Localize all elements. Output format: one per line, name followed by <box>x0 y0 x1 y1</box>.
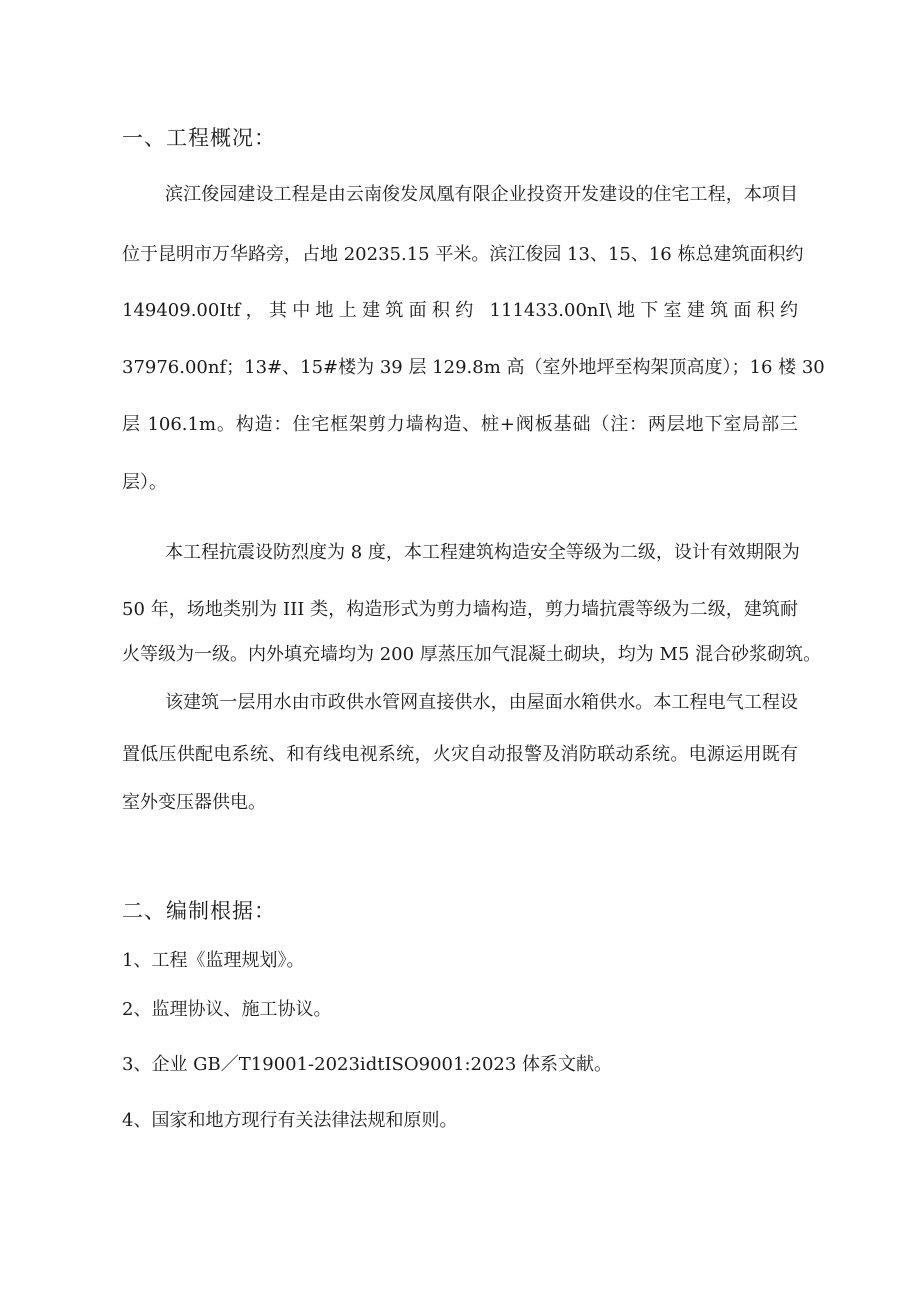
paragraph-line: 149409.00Itf，其中地上建筑面积约 111433.00nI\地下室建筑面积约 <box>122 300 798 321</box>
paragraph-line: 层 106.1m。构造：住宅框架剪力墙构造、桩+阀板基础（注：两层地下室局部三 <box>122 414 798 435</box>
list-item: 2、监理协议、施工协议。 <box>122 999 332 1020</box>
paragraph-line: 火等级为一级。内外填充墙均为 200 厚蒸压加气混凝土砌块，均为 M5 混合砂浆砌筑。 <box>122 644 822 665</box>
paragraph-line: 50 年，场地类别为 III 类，构造形式为剪力墙构造，剪力墙抗震等级为二级，建筑耐 <box>122 599 798 620</box>
paragraph-line: 置低压供配电系统、和有线电视系统，火灾自动报警及消防联动系统。电源运用既有 <box>122 744 798 765</box>
paragraph-line: 该建筑一层用水由市政供水管网直接供水，由屋面水箱供水。本工程电气工程设 <box>165 692 798 713</box>
list-item: 1、工程《监理规划》。 <box>122 950 305 971</box>
paragraph-line: 室外变压器供电。 <box>122 792 266 813</box>
paragraph-line: 层）。 <box>122 472 167 493</box>
list-item: 3、企业 GB／T19001-2023idtISO9001:2023 体系文献。 <box>122 1054 613 1075</box>
paragraph-line: 位于昆明市万华路旁，占地 20235.15 平米。滨江俊园 13、15、16 栋总建筑面积约 <box>122 244 804 265</box>
section-1-heading: 一、工程概况： <box>122 126 276 150</box>
paragraph-line: 37976.00nf；13#、15#楼为 39 层 129.8m 高（室外地坪至构架顶高度）；16 楼 30 <box>122 357 825 378</box>
paragraph-line: 本工程抗震设防烈度为 8 度，本工程建筑构造安全等级为二级，设计有效期限为 <box>165 542 800 563</box>
paragraph-line: 滨江俊园建设工程是由云南俊发凤凰有限企业投资开发建设的住宅工程，本项目 <box>165 184 798 205</box>
list-item: 4、国家和地方现行有关法律法规和原则。 <box>122 1110 458 1131</box>
section-2-heading: 二、编制根据： <box>122 899 276 923</box>
